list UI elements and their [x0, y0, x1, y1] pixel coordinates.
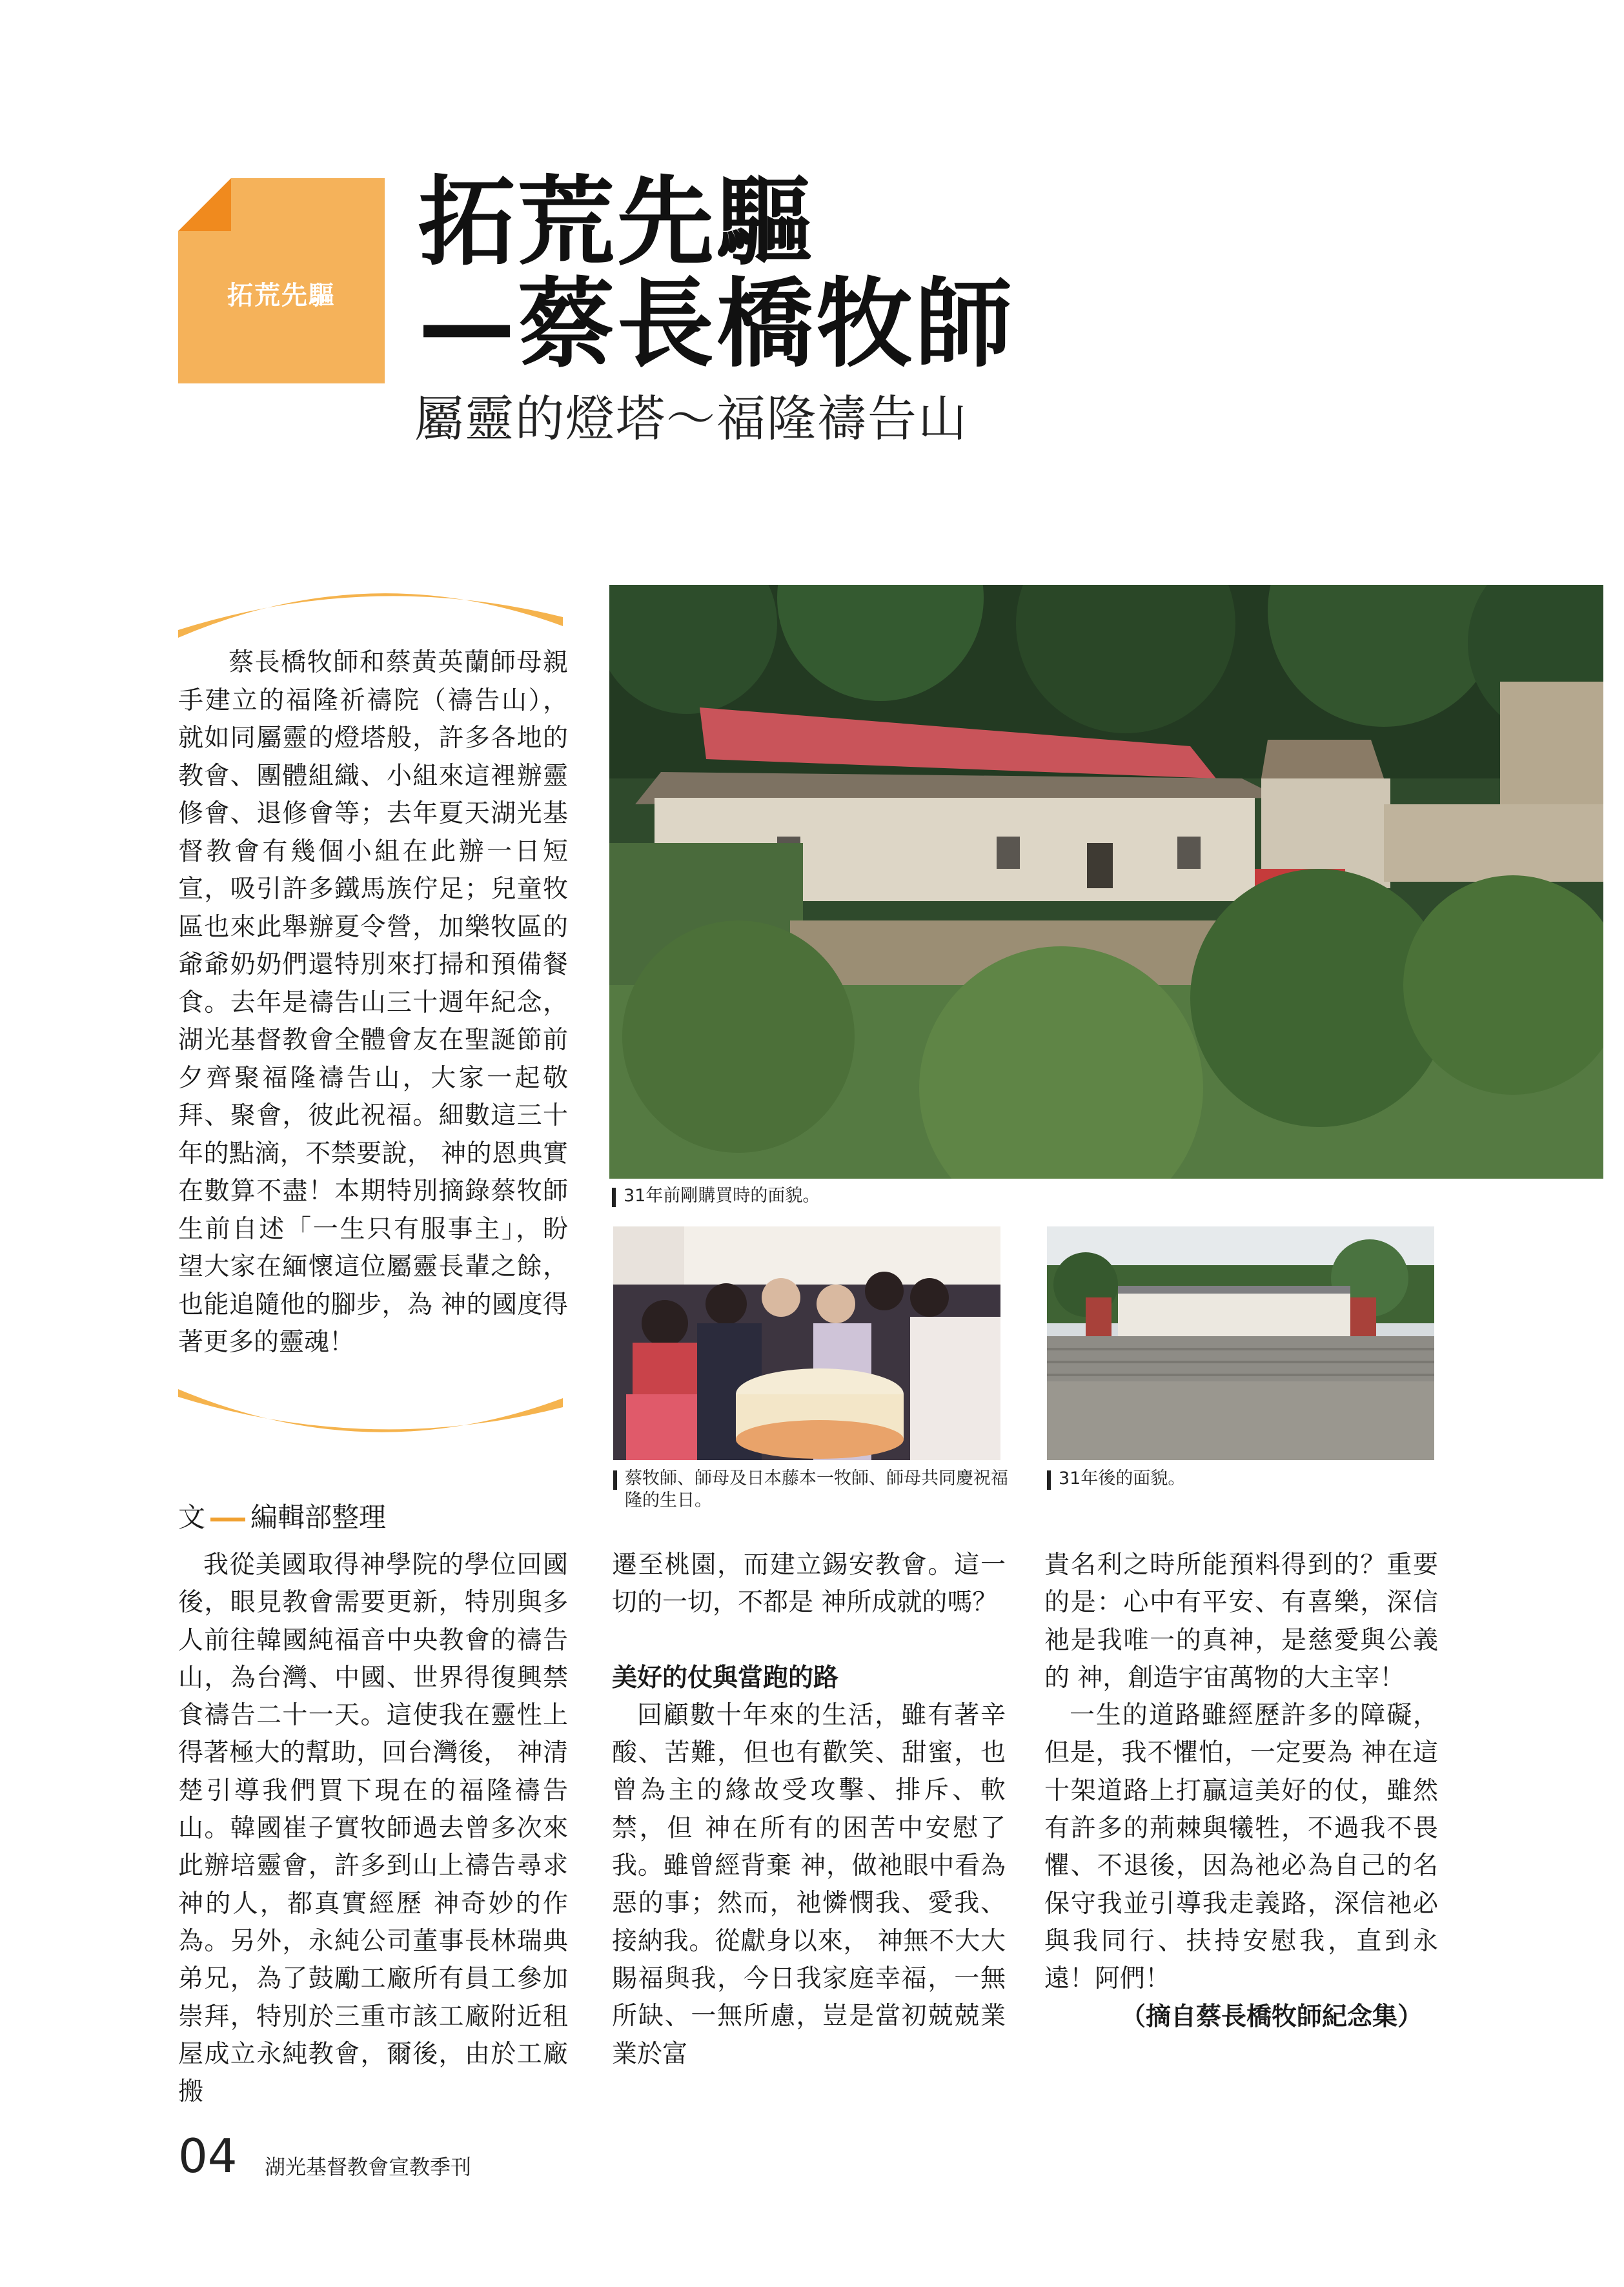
new-building-photo: [1047, 1226, 1434, 1460]
page-title: 拓荒先驅: [418, 167, 817, 279]
page-subtitle: 屬靈的燈塔～福隆禱告山: [414, 390, 968, 447]
intro-paragraph: 蔡長橋牧師和蔡黃英蘭師母親手建立的福隆祈禱院（禱告山），就如同屬靈的燈塔般，許多各地的教會、團體組織、小組來這裡辦靈修會、退修會等；去年夏天湖光基督教會有幾個小組在此辦一日短宣，吸引許多鐵馬族佇足；兒童牧區也來此舉辦夏令營，加樂牧區的爺爺奶奶們還特別來打掃和預備餐食。去年是禱告山三十週年紀念，湖光基督教會全體會友在聖誕節前夕齊聚福隆禱告山，大家一起敬拜、聚會，彼此祝福。細數這三十年的點滴，不禁要說， 神的恩典實在數算不盡！本期特別摘錄蔡牧師生前自述「一生只有服事主」，盼望大家在緬懷這位屬靈長輩之餘，也能追隨他的腳步，為 神的國度得著更多的靈魂！: [178, 648, 568, 1357]
byline-prefix: 文: [178, 1501, 206, 1533]
article-column-2: [612, 1547, 1006, 2073]
article-paragraph: 貴名利之時所能預料得到的？重要的是：心中有平安、有喜樂，深信祂是我唯一的真神，是慈愛與公義的 神，創造宇宙萬物的大主宰！: [1044, 1550, 1438, 1692]
byline: [178, 1496, 386, 1535]
section-tab-label: 拓荒先驅: [227, 281, 336, 310]
celebration-photo: [613, 1226, 1000, 1460]
after-photo: [1047, 1226, 1434, 1460]
article-column-1: [178, 1547, 568, 2111]
article-paragraph: 我從美國取得神學院的學位回國後，眼見教會需要更新，特別與多人前往韓國純福音中央教會的禱告山，為台灣、中國、世界得復興禁食禱告二十一天。這使我在靈性上得著極大的幫助，回台灣後， 神清楚引導我們買下現在的福隆禱告山。韓國崔子實牧師過去曾多次來此辦培靈會，許多到山上禱告尋求 神的人，都真實經歷 神奇妙的作為。另外，永純公司董事長林瑞典弟兄，為了鼓勵工廠所有員工參加崇拜，特別於三重市該工廠附近租屋成立永純教會，爾後，由於工廠搬: [178, 1550, 568, 2107]
article-paragraph: 遷至桃園，而建立錫安教會。這一切的一切，不都是 神所成就的嗎？: [612, 1550, 1006, 1618]
tab-fold-corner: [178, 178, 231, 231]
section-tab: [178, 178, 385, 383]
bottom-arc-decoration: [173, 1387, 568, 1445]
cake-photo-caption: 蔡牧師、師母及日本藤本一牧師、師母共同慶祝福隆的生日。: [613, 1468, 1025, 1512]
article-paragraph: 回顧數十年來的生活，雖有著辛酸、苦難，但也有歡笑、甜蜜，也曾為主的緣故受攻擊、排斥、軟禁，但 神在所有的困苦中安慰了我。雖曾經背棄 神，做祂眼中看為惡的事；然而，祂憐憫我、愛我、接納我。從獻身以來， 神無不大大賜福與我，今日我家庭幸福，一無所缺、一無所慮，豈是當初兢兢業業於富: [612, 1700, 1006, 2069]
page-title-line2: —蔡長橋牧師: [418, 269, 1015, 381]
article-source: （摘自蔡長橋牧師紀念集）: [1120, 2002, 1423, 2031]
old-building-photo: [609, 585, 1603, 1179]
byline-author: 編輯部整理: [250, 1501, 387, 1533]
page-number: 04: [178, 2129, 238, 2183]
cake-photo: [613, 1226, 1000, 1460]
journal-name: 湖光基督教會宣教季刊: [265, 2155, 472, 2179]
article-column-3: [1044, 1547, 1438, 2036]
after-photo-caption: 31年後的面貌。: [1047, 1468, 1446, 1490]
byline-dash: [210, 1518, 245, 1521]
article-paragraph: 一生的道路雖經歷許多的障礙，但是，我不懼怕，一定要為 神在這十架道路上打贏這美好的仗，雖然有許多的荊棘與犧牲，不過我不畏懼、不退後，因為祂必為自己的名保守我並引導我走義路，深信祂必與我同行、扶持安慰我，直到永遠！阿們！: [1044, 1701, 1438, 1994]
main-photo: [609, 585, 1603, 1179]
main-photo-caption: 31年前剛購買時的面貌。: [612, 1185, 1618, 1207]
intro-text: [178, 644, 568, 1362]
section-heading: 美好的仗與當跑的路: [612, 1663, 839, 1692]
top-arc-decoration: [173, 581, 568, 639]
